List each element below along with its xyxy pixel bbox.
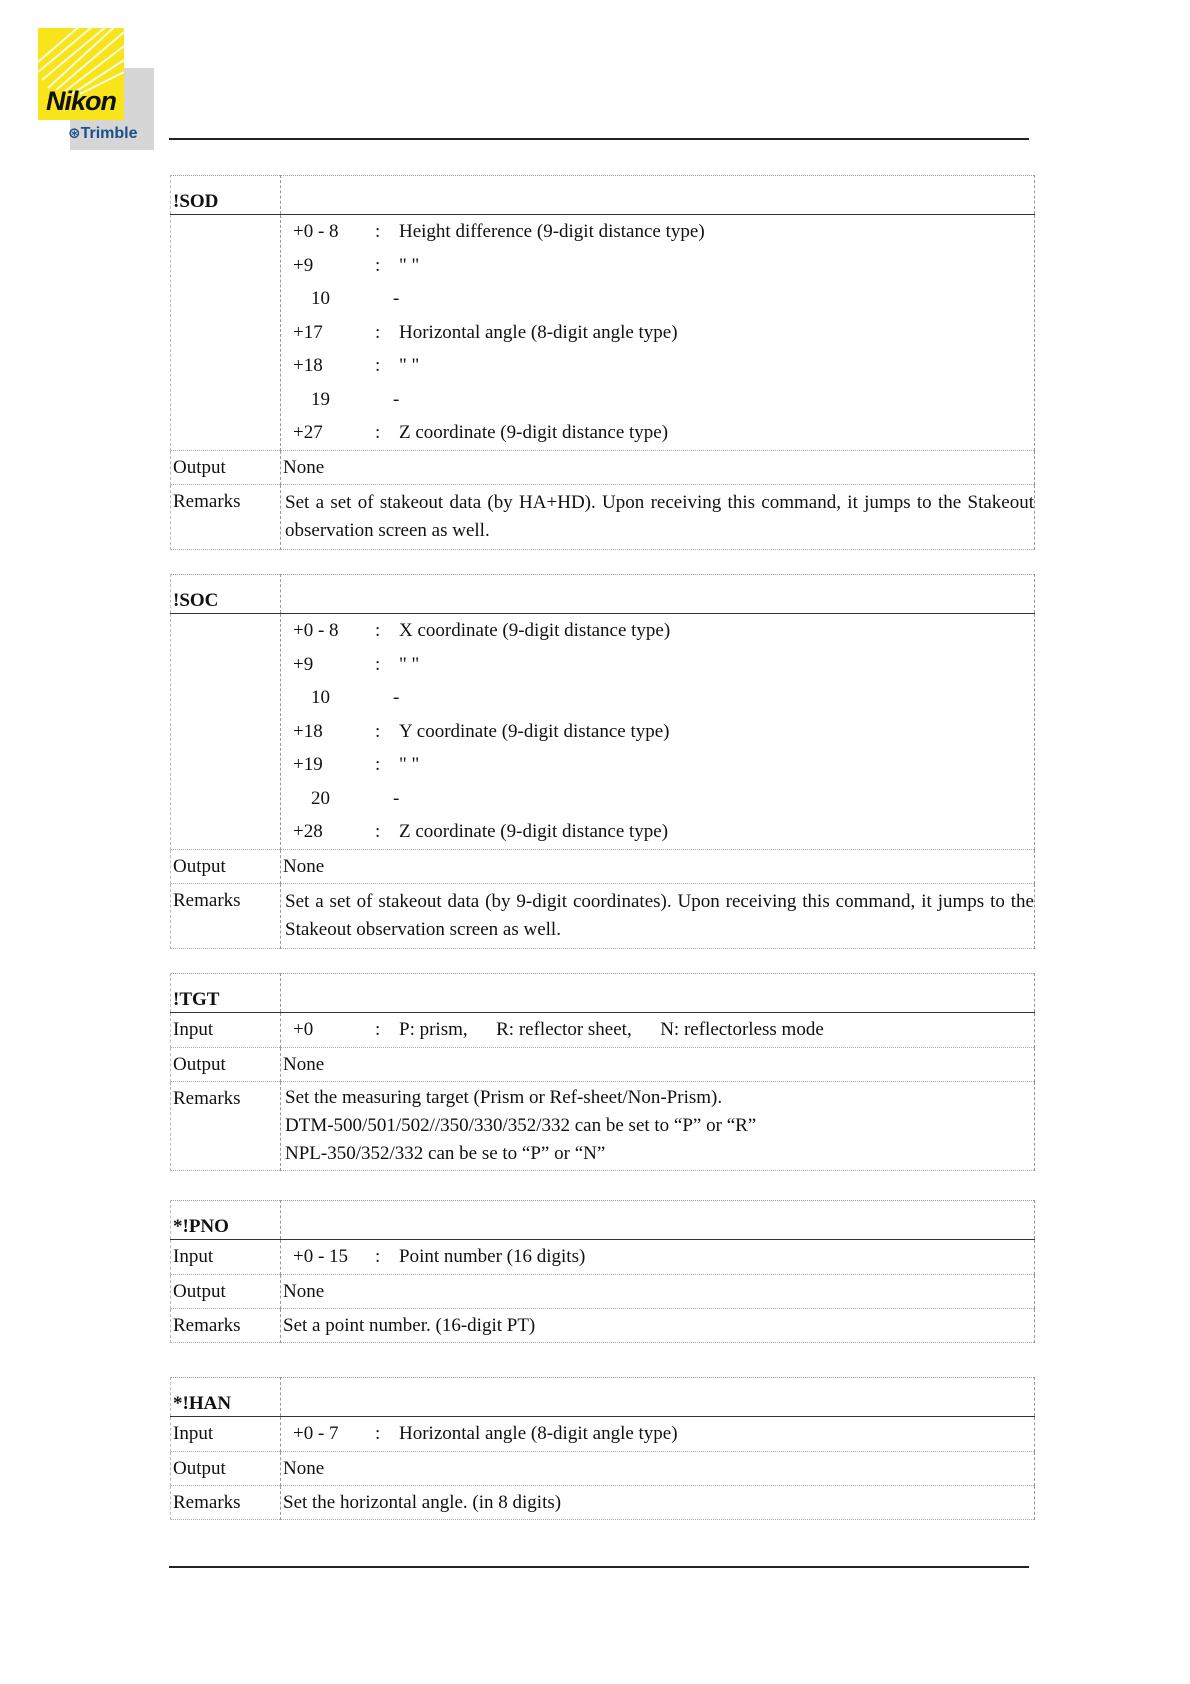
command-name: !SOD xyxy=(171,176,281,215)
command-table-pno xyxy=(170,1200,1035,1343)
field-line xyxy=(283,1240,1034,1274)
remark-line: NPL-350/352/332 can be se to “P” or “N” xyxy=(285,1142,606,1164)
field-separator: : xyxy=(375,355,381,376)
field-code: 19 xyxy=(311,388,330,410)
remark-text: Set a set of stakeout data (by HA+HD). Upon receiving this command, it jumps to the Stakeout observation screen as well. xyxy=(285,491,1034,541)
remarks-row xyxy=(171,1485,1035,1519)
row-value: None xyxy=(281,450,1035,484)
nikon-wordmark: Nikon xyxy=(45,86,116,116)
field-line xyxy=(283,383,1034,417)
row-label: Input xyxy=(171,1240,281,1275)
row-value: None xyxy=(281,1047,1035,1081)
field-separator: : xyxy=(375,254,381,276)
input-row xyxy=(171,1013,1035,1048)
row-value: None xyxy=(281,1451,1035,1485)
field-code: +18 xyxy=(293,720,323,742)
field-description: Height difference (9-digit distance type) xyxy=(399,221,705,242)
output-row xyxy=(171,1047,1035,1081)
field-line xyxy=(283,282,1034,316)
command-name: *!HAN xyxy=(171,1378,281,1417)
field-description: " " xyxy=(399,254,420,276)
field-separator: - xyxy=(393,687,400,708)
field-description xyxy=(417,383,1034,417)
remark-text: Set a point number. (16-digit PT) xyxy=(281,1308,1035,1342)
field-description xyxy=(417,282,1034,316)
field-separator: : xyxy=(375,1246,381,1267)
remark-lines xyxy=(283,1082,1034,1170)
input-row xyxy=(171,1240,1035,1275)
field-line xyxy=(283,681,1034,715)
field-separator: : xyxy=(375,720,381,742)
remarks-row xyxy=(171,1081,1035,1170)
field-code: +17 xyxy=(293,321,323,343)
field-separator: - xyxy=(393,388,400,410)
command-header xyxy=(171,575,1035,614)
field-description: Y coordinate (9-digit distance type) xyxy=(399,720,670,742)
field-code: +0 - 8 xyxy=(293,620,339,641)
field-separator: : xyxy=(375,821,381,842)
row-label: Input xyxy=(171,1013,281,1048)
field-code: +27 xyxy=(293,422,323,443)
field-line xyxy=(283,249,1034,283)
field-code: +0 - 15 xyxy=(293,1246,349,1267)
field-description: Z coordinate (9-digit distance type) xyxy=(399,422,669,443)
field-line xyxy=(283,1013,1034,1047)
field-line xyxy=(283,416,1034,450)
row-label: Output xyxy=(171,450,281,484)
field-description: Horizontal angle (8-digit angle type) xyxy=(399,321,678,343)
remark-text: Set the horizontal angle. (in 8 digits) xyxy=(281,1485,1035,1519)
field-line xyxy=(283,748,1034,782)
row-value: None xyxy=(281,849,1035,883)
footer-rule xyxy=(169,1566,1029,1568)
field-description: " " xyxy=(399,355,420,376)
field-line xyxy=(283,349,1034,383)
row-label: Remarks xyxy=(171,484,281,549)
field-separator: : xyxy=(375,754,381,775)
field-separator: : xyxy=(375,221,381,242)
field-code: +0 - 8 xyxy=(293,221,339,242)
input-row xyxy=(171,215,1035,451)
field-description: Horizontal angle (8-digit angle type) xyxy=(399,1423,678,1444)
field-list xyxy=(281,1240,1035,1275)
field-separator: : xyxy=(375,653,381,675)
command-table-sod xyxy=(170,175,1035,550)
command-header xyxy=(171,1201,1035,1240)
field-code: 10 xyxy=(311,687,330,708)
command-table-han xyxy=(170,1377,1035,1520)
field-line xyxy=(283,782,1034,816)
row-label: Output xyxy=(171,1047,281,1081)
command-name: !SOC xyxy=(171,575,281,614)
command-name: !TGT xyxy=(171,974,281,1013)
field-line xyxy=(283,815,1034,849)
field-separator: : xyxy=(375,422,381,443)
field-separator: : xyxy=(375,620,381,641)
command-name: *!PNO xyxy=(171,1201,281,1240)
field-description xyxy=(417,782,1034,816)
field-code: +9 xyxy=(293,653,314,675)
command-table-soc xyxy=(170,574,1035,949)
output-row xyxy=(171,1451,1035,1485)
row-value: None xyxy=(281,1274,1035,1308)
logo-yellow-block xyxy=(38,28,124,120)
field-line xyxy=(283,1417,1034,1451)
row-label: Output xyxy=(171,1274,281,1308)
field-description: Z coordinate (9-digit distance type) xyxy=(399,821,669,842)
field-code: 20 xyxy=(311,787,330,809)
field-code: +9 xyxy=(293,254,314,276)
header-rule xyxy=(169,138,1029,140)
field-separator: : xyxy=(375,1019,381,1040)
remark-line: Set the measuring target (Prism or Ref-sheet/Non-Prism). xyxy=(285,1086,723,1108)
remark-text: Set a set of stakeout data (by 9-digit coordinates). Upon receiving this command, it jumps to the Stakeout observation screen as well. xyxy=(285,890,1034,940)
output-row xyxy=(171,849,1035,883)
row-label: Input xyxy=(171,1417,281,1452)
command-header xyxy=(171,974,1035,1013)
row-label xyxy=(171,215,281,451)
field-code: +18 xyxy=(293,355,323,376)
field-code: +0 xyxy=(293,1019,314,1040)
field-description: Point number (16 digits) xyxy=(399,1246,586,1267)
row-label: Remarks xyxy=(171,1081,281,1170)
row-label xyxy=(171,614,281,850)
row-label: Remarks xyxy=(171,1308,281,1342)
field-separator: : xyxy=(375,321,381,343)
command-header xyxy=(171,1378,1035,1417)
command-table-tgt xyxy=(170,973,1035,1171)
input-row xyxy=(171,1417,1035,1452)
row-label: Output xyxy=(171,849,281,883)
command-header xyxy=(171,176,1035,215)
field-list xyxy=(281,1417,1035,1452)
field-list xyxy=(281,215,1035,451)
field-code: +0 - 7 xyxy=(293,1423,339,1444)
field-list xyxy=(281,614,1035,850)
field-description: X coordinate (9-digit distance type) xyxy=(399,620,671,641)
field-line xyxy=(283,648,1034,682)
field-code: +28 xyxy=(293,821,323,842)
output-row xyxy=(171,450,1035,484)
field-description: " " xyxy=(399,754,420,775)
field-description xyxy=(417,681,1034,715)
field-description: " " xyxy=(399,653,420,675)
nikon-trimble-logo xyxy=(38,28,154,150)
input-row xyxy=(171,614,1035,850)
row-label: Remarks xyxy=(171,883,281,948)
trimble-wordmark xyxy=(68,124,154,143)
field-description: P: prism, R: reflector sheet, N: reflectorless mode xyxy=(399,1019,824,1040)
field-line xyxy=(283,316,1034,350)
field-code: +19 xyxy=(293,754,323,775)
field-line xyxy=(283,715,1034,749)
field-line xyxy=(283,215,1034,249)
remarks-row xyxy=(171,883,1035,948)
row-label: Output xyxy=(171,1451,281,1485)
field-code: 10 xyxy=(311,288,330,309)
field-separator: - xyxy=(393,288,400,309)
remarks-row xyxy=(171,1308,1035,1342)
trimble-label: Trimble xyxy=(80,125,138,142)
row-label: Remarks xyxy=(171,1485,281,1519)
trimble-globe-icon: ⊛ xyxy=(68,125,81,142)
field-separator: : xyxy=(375,1423,381,1444)
field-line xyxy=(283,614,1034,648)
field-list xyxy=(281,1013,1035,1048)
remark-line: DTM-500/501/502//350/330/352/332 can be set to “P” or “R” xyxy=(285,1114,757,1136)
remarks-row xyxy=(171,484,1035,549)
field-separator: - xyxy=(393,787,400,809)
output-row xyxy=(171,1274,1035,1308)
